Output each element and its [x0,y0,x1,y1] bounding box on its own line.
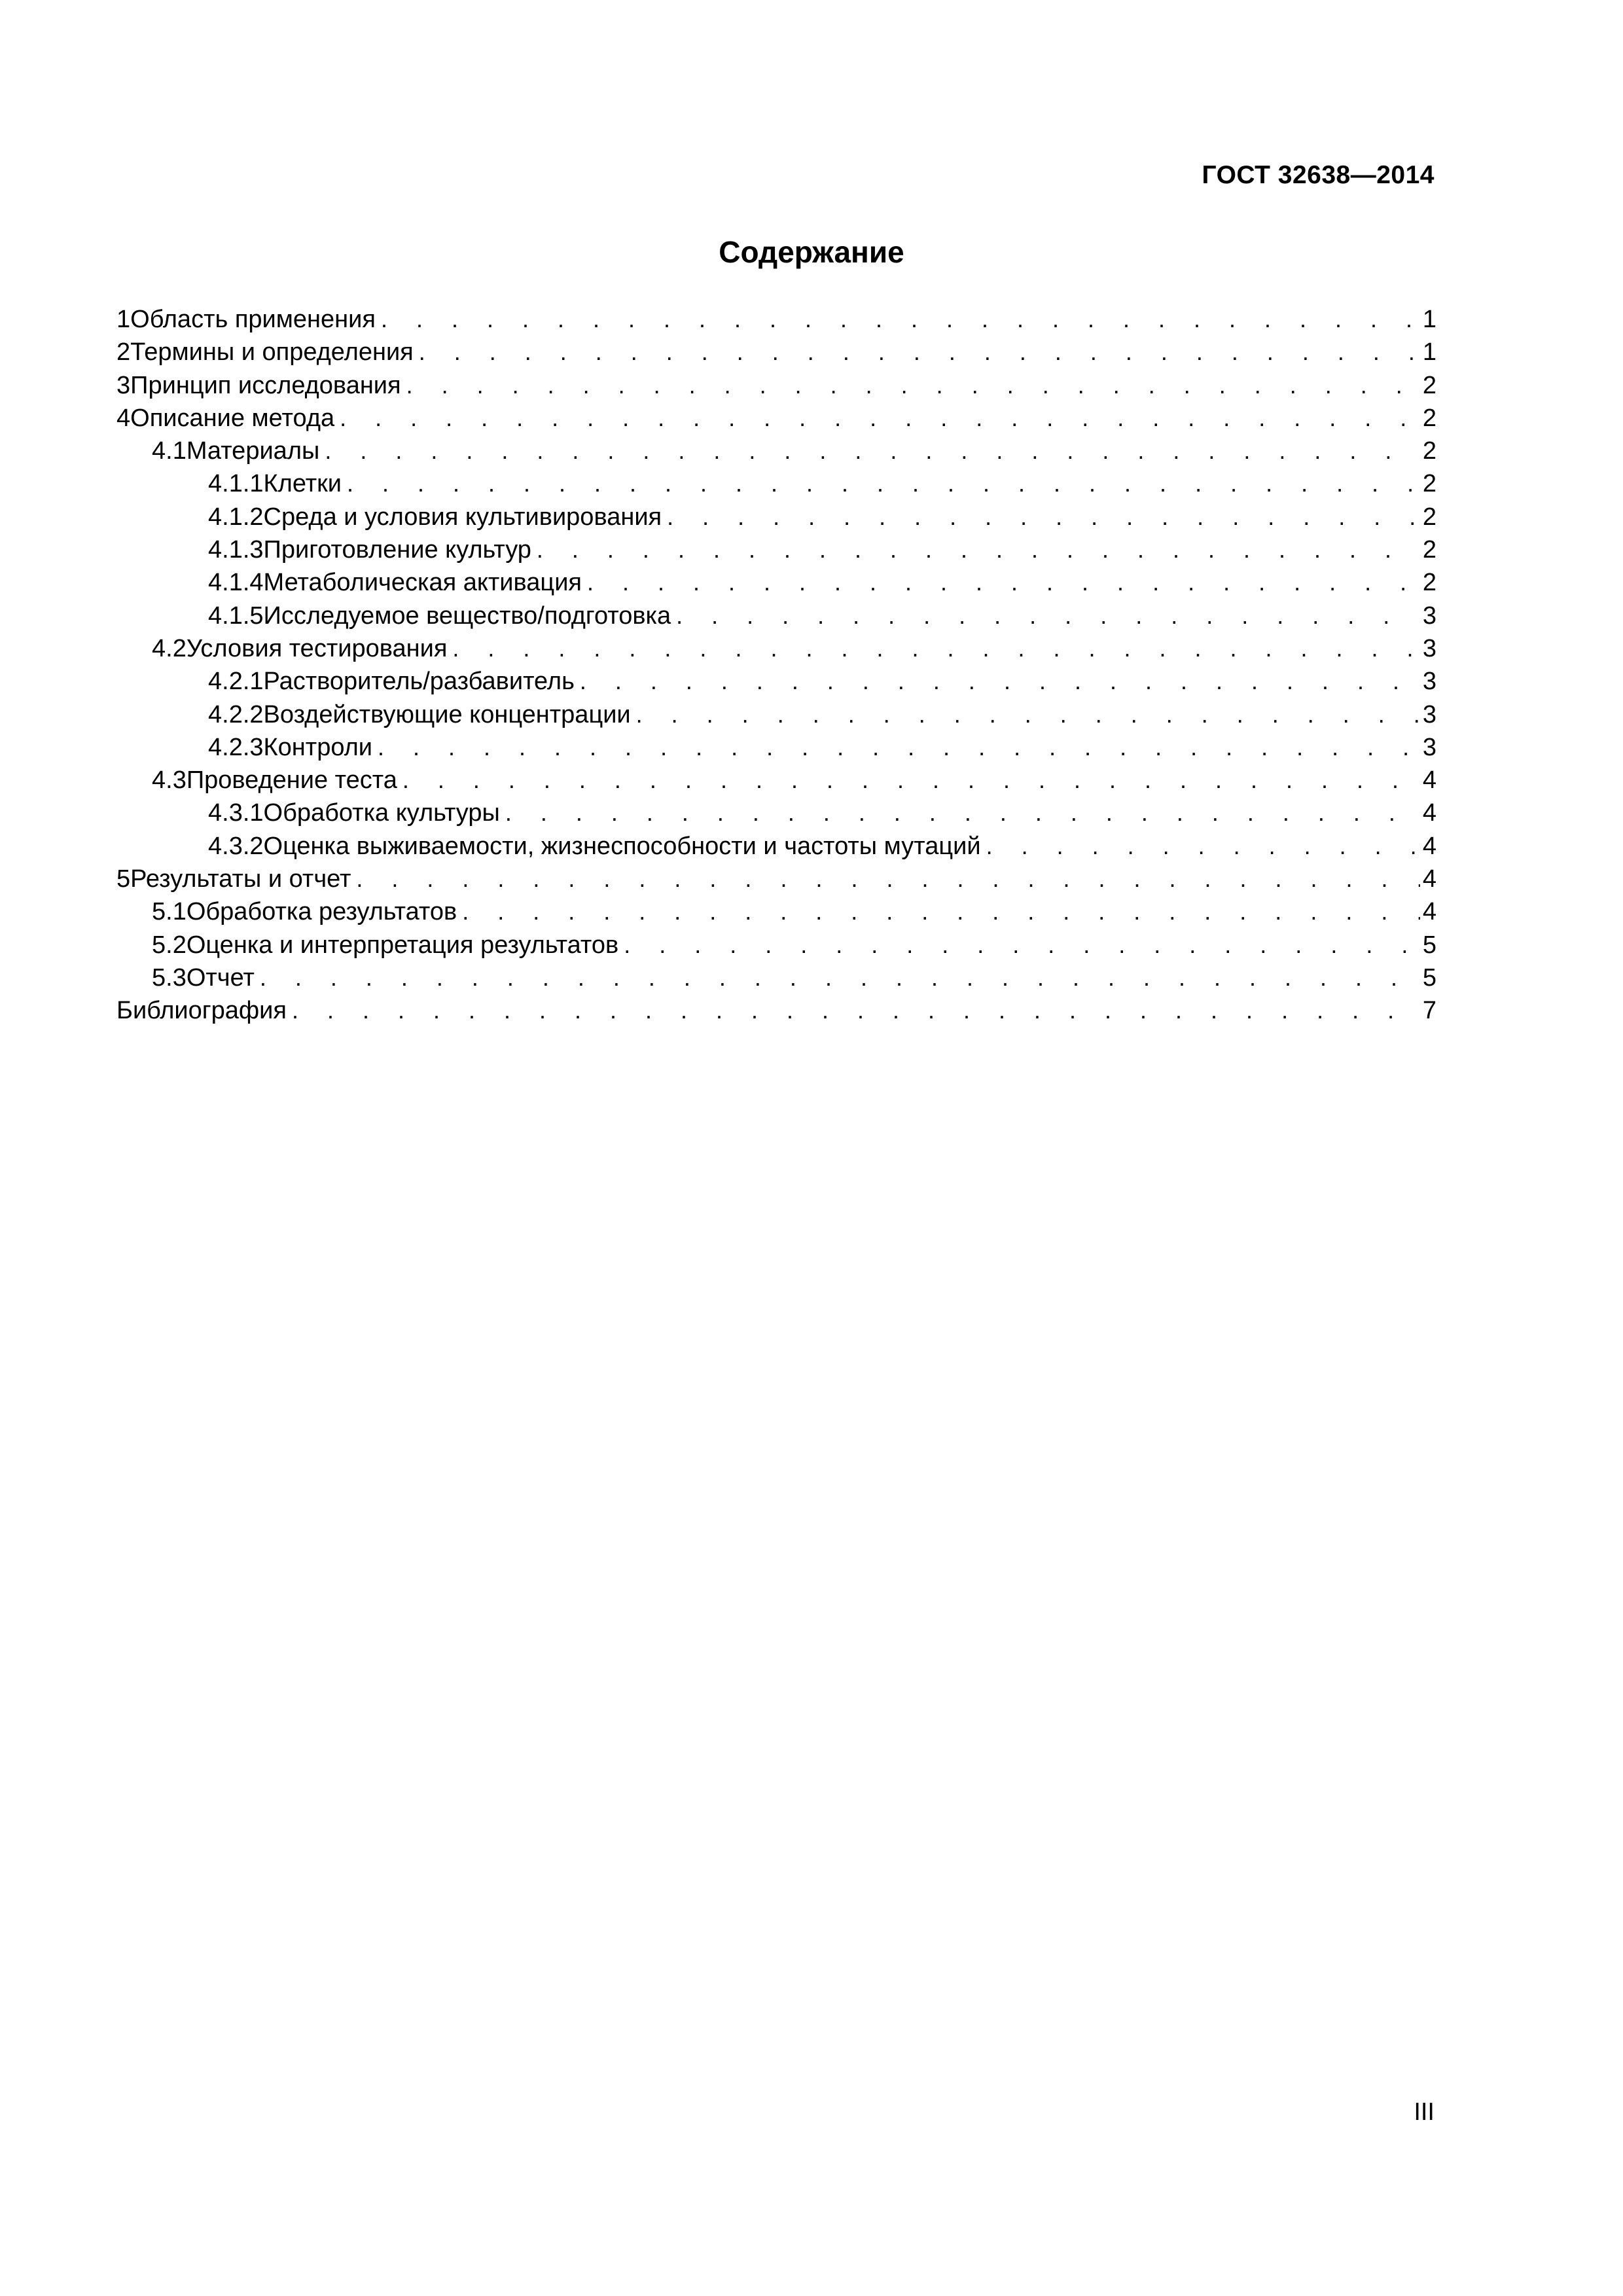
toc-leader-dots [636,698,1420,731]
toc-entry[interactable] [116,467,1436,500]
toc-entry-page: 3 [1422,668,1436,696]
toc-entry-label: Обработка результатов [186,898,457,926]
toc-entry[interactable] [116,632,1436,665]
toc-entry-label: Оценка и интерпретация результатов [186,931,619,959]
toc-entry-page: 4 [1422,799,1436,827]
toc-entry[interactable] [116,895,1436,928]
toc-entry-number: 4.1.2 [208,503,264,531]
toc-entry-label: Среда и условия культивирования [263,503,662,531]
toc-leader-dots [419,336,1420,368]
toc-entry-page: 2 [1422,437,1436,465]
toc-entry-page: 1 [1422,338,1436,367]
toc-entry-label: Оценка выживаемости, жизнеспособности и частоты мутаций [263,832,981,860]
toc-entry[interactable] [116,731,1436,764]
toc-entry-label: Приготовление культур [263,536,531,564]
toc-entry[interactable] [116,435,1436,467]
toc-entry-page: 2 [1422,569,1436,597]
toc-entry-label: Библиография [116,997,287,1025]
toc-leader-dots [452,632,1419,665]
toc-entry-page: 5 [1422,931,1436,959]
toc-entry[interactable] [116,961,1436,994]
toc-entry-label: Контроли [263,733,373,761]
toc-leader-dots [340,402,1420,435]
toc-leader-dots [325,435,1420,467]
toc-entry-number: 2 [116,338,131,367]
toc-entry-page: 4 [1422,898,1436,926]
toc-entry-number: 5.1 [152,898,187,926]
toc-entry[interactable] [116,764,1436,797]
toc-entry[interactable] [116,994,1436,1027]
toc-leader-dots [347,467,1420,500]
toc-entry-number: 5.2 [152,931,187,959]
toc-entry[interactable] [116,665,1436,698]
page-number: III [1414,2098,1435,2126]
toc-entry-label: Клетки [263,470,342,498]
toc-entry-label: Метаболическая активация [263,569,582,597]
toc-entry-number: 4.3 [152,766,187,795]
toc-entry[interactable] [116,600,1436,632]
toc-entry[interactable] [116,369,1436,402]
toc-entry-label: Условия тестирования [186,634,448,662]
toc-leader-dots [676,600,1420,632]
toc-entry-label: Воздействующие концентрации [263,700,631,728]
toc-entry-page: 2 [1422,470,1436,498]
toc-entry-page: 1 [1422,306,1436,333]
toc-entry-page: 2 [1422,503,1436,531]
toc-entry-page: 3 [1422,733,1436,761]
toc-entry-label: Материалы [186,437,320,465]
toc-leader-dots [667,501,1420,533]
toc-entry-number: 4 [116,404,131,432]
toc-entry-page: 2 [1422,536,1436,564]
toc-entry-number: 1 [116,306,131,333]
toc-leader-dots [462,895,1420,928]
toc-entry-number: 4.3.1 [208,799,264,827]
toc-entry-page: 4 [1422,766,1436,795]
toc-entry-label: Растворитель/разбавитель [263,668,575,696]
toc-leader-dots [378,731,1420,764]
toc-leader-dots [537,533,1420,566]
toc-entry[interactable] [116,336,1436,368]
toc-entry-label: Область применения [130,306,376,333]
toc-leader-dots [580,665,1420,698]
toc-entry-page: 7 [1422,997,1436,1025]
toc-leader-dots [986,830,1420,863]
toc-entry[interactable] [116,566,1436,599]
toc-entry-number: 5.3 [152,963,187,992]
toc-entry[interactable] [116,797,1436,829]
toc-leader-dots [381,303,1420,336]
toc-entry[interactable] [116,929,1436,961]
toc-leader-dots [356,863,1419,895]
toc-entry-label: Обработка культуры [263,799,500,827]
toc-entry-page: 4 [1422,832,1436,860]
toc-entry-label: Отчет [186,963,255,992]
document-code: ГОСТ 32638—2014 [1202,161,1435,189]
toc-entry-number: 3 [116,371,131,399]
toc-entry[interactable] [116,830,1436,863]
toc-entry-page: 5 [1422,963,1436,992]
toc-entry-label: Принцип исследования [130,371,401,399]
toc-entry[interactable] [116,402,1436,435]
toc-entry-page: 3 [1422,700,1436,728]
toc-entry-label: Термины и определения [130,338,414,367]
toc-title: Содержание [719,235,904,269]
toc-leader-dots [624,929,1420,961]
toc-leader-dots [292,994,1420,1027]
toc-entry[interactable] [116,533,1436,566]
toc-entry-page: 2 [1422,371,1436,399]
toc-entry-page: 3 [1422,601,1436,630]
toc-entry-number: 4.1.1 [208,470,264,498]
toc-entry[interactable] [116,501,1436,533]
toc-entry-number: 4.1.3 [208,536,264,564]
toc-entry-number: 4.2 [152,634,187,662]
toc-entry-label: Проведение теста [186,766,397,795]
toc-entry-page: 2 [1422,404,1436,432]
toc-entry[interactable] [116,303,1436,336]
toc-leader-dots [402,764,1420,797]
toc-leader-dots [587,566,1420,599]
toc-entry[interactable] [116,863,1436,895]
toc-entry-number: 4.2.2 [208,700,264,728]
toc-entry-number: 4.2.3 [208,733,264,761]
toc-entry-number: 5 [116,865,131,893]
toc-entry-label: Результаты и отчет [130,865,351,893]
toc-leader-dots [505,797,1420,829]
table-of-contents [116,303,1436,1028]
toc-entry-number: 4.2.1 [208,668,264,696]
toc-entry-number: 4.3.2 [208,832,264,860]
toc-entry-number: 4.1.4 [208,569,264,597]
toc-entry-label: Описание метода [130,404,335,432]
toc-entry-label: Исследуемое вещество/подготовка [263,601,671,630]
toc-entry-page: 4 [1422,865,1436,893]
toc-entry-number: 4.1.5 [208,601,264,630]
toc-entry[interactable] [116,698,1436,731]
toc-entry-number: 4.1 [152,437,187,465]
toc-leader-dots [260,961,1420,994]
toc-entry-page: 3 [1422,634,1436,662]
toc-leader-dots [406,369,1420,402]
